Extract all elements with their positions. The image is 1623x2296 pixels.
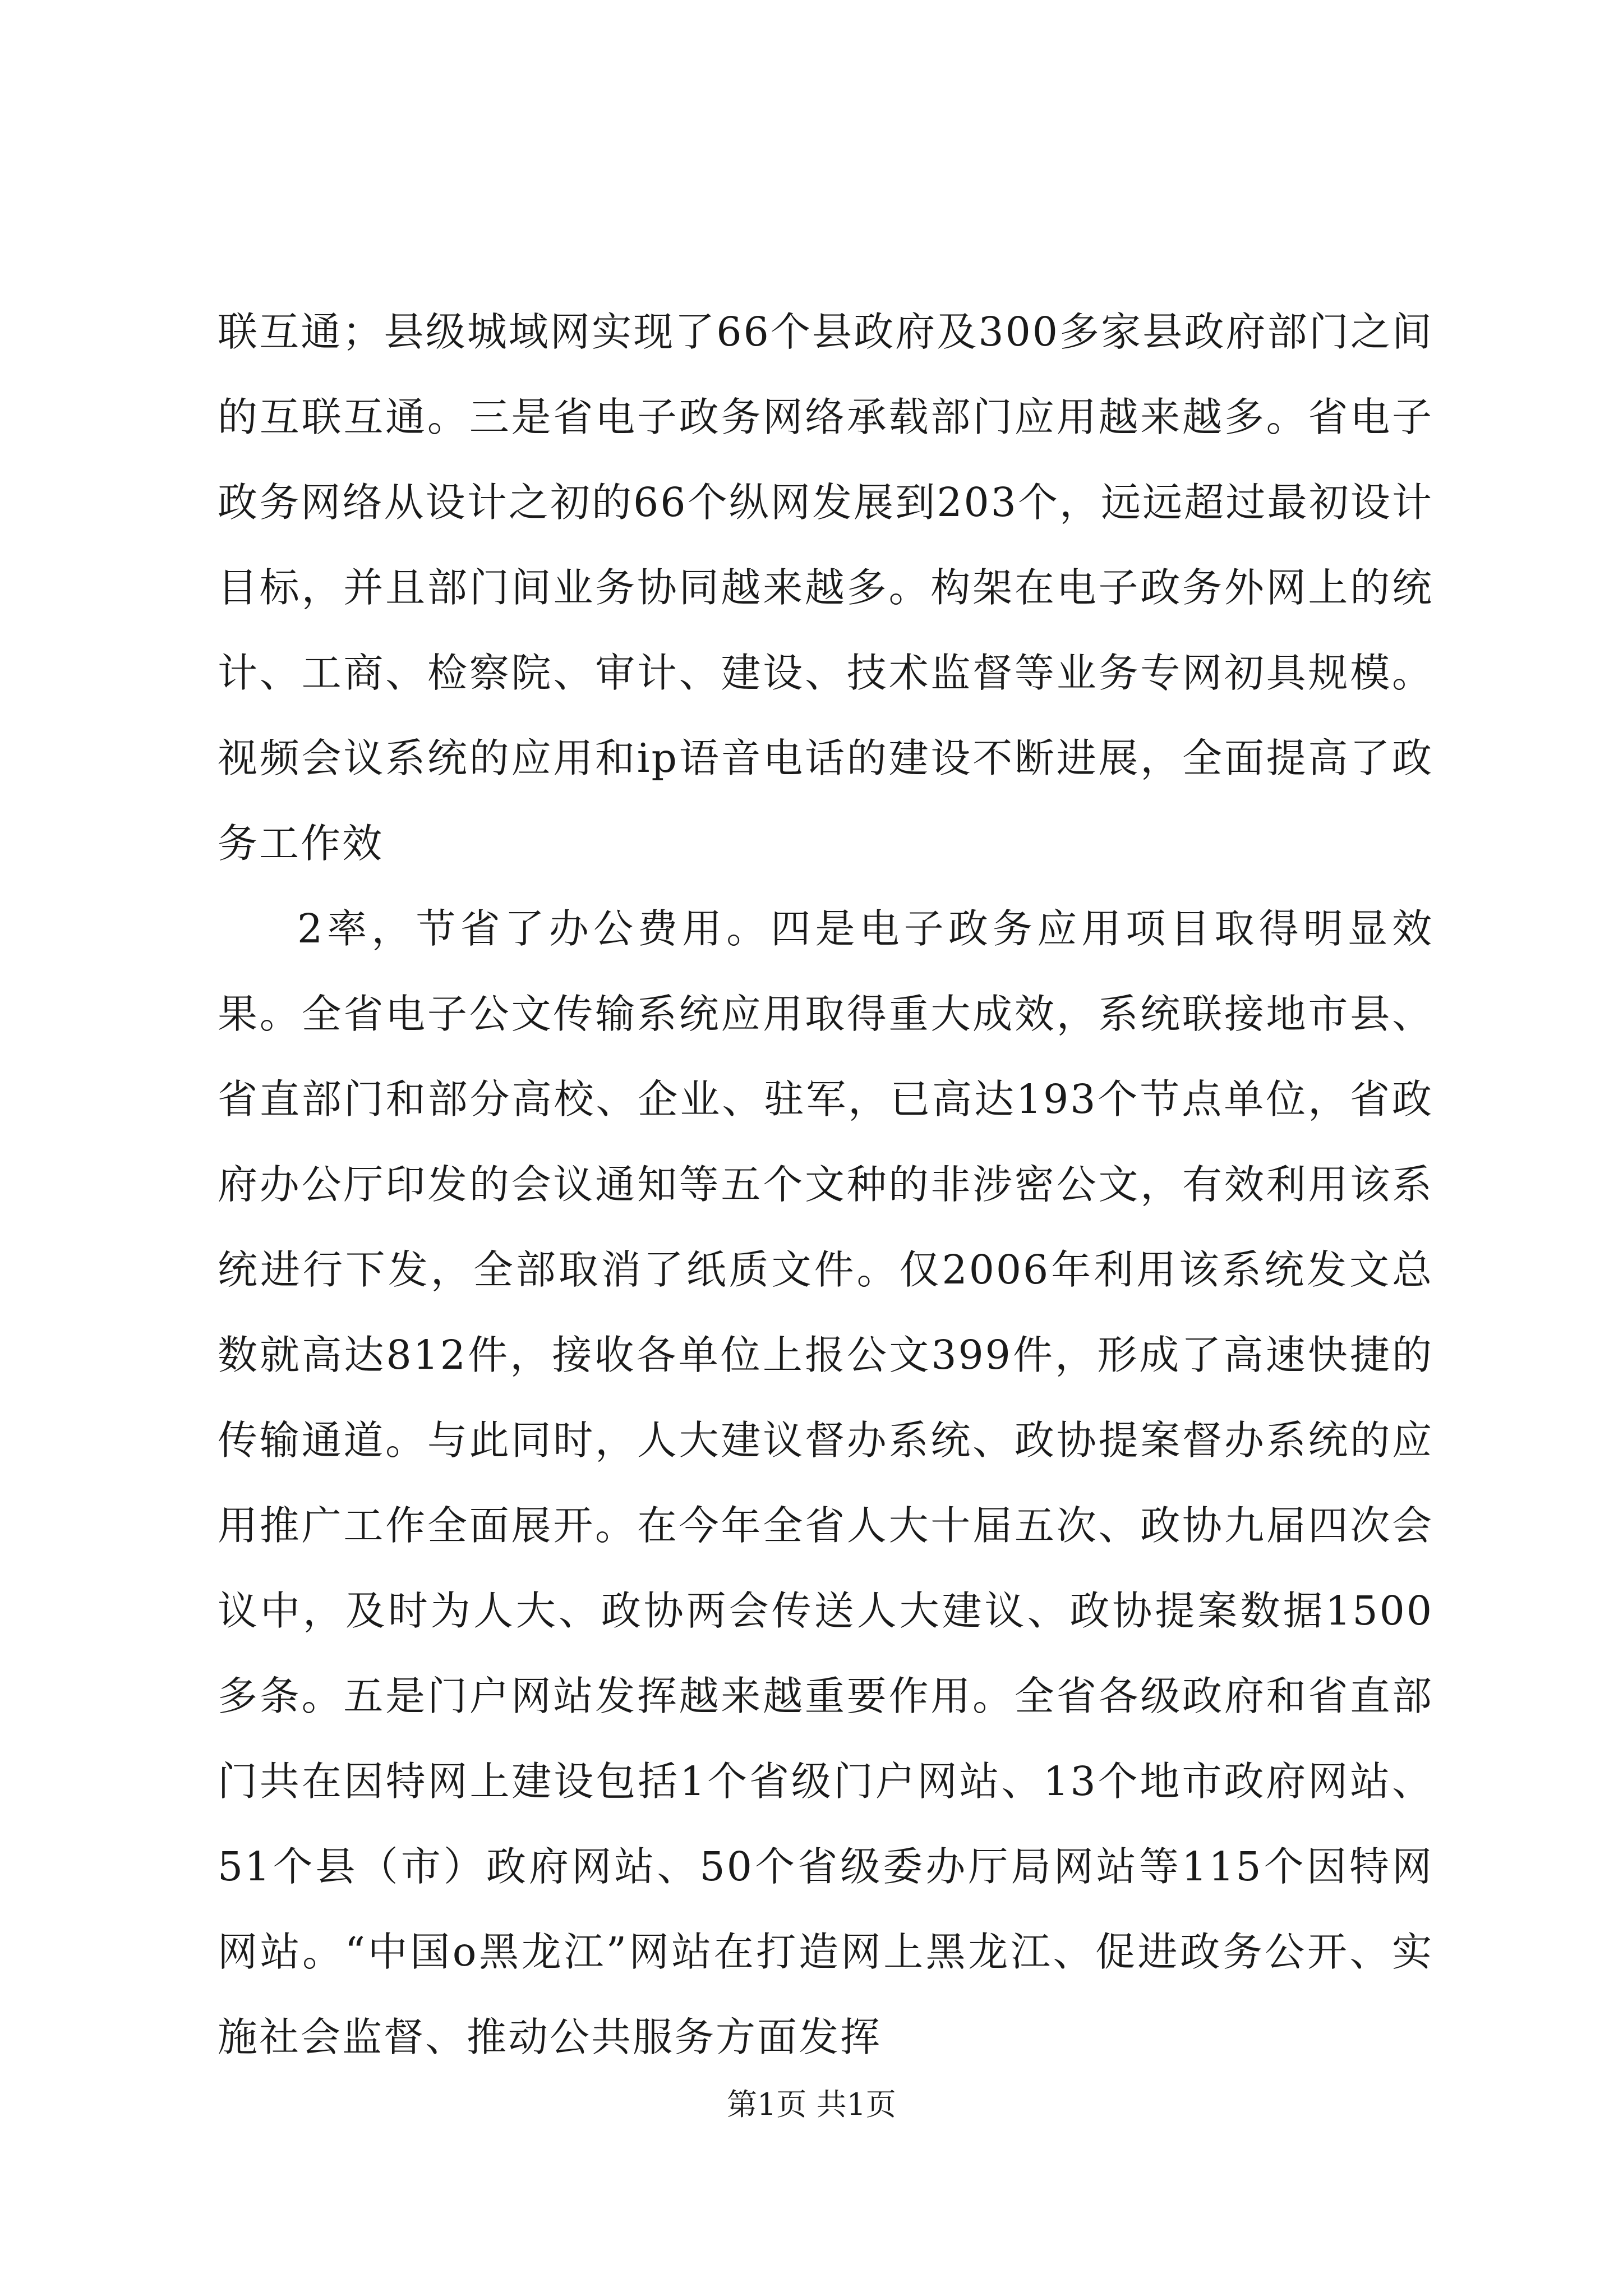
paragraph-1: 联互通；县级城域网实现了66个县政府及300多家县政府部门之间的互联互通。三是省电子政务网络承载部门应用越来越多。省电子政务网络从设计之初的66个纵网发展到203个，远远超过最初设计目标，并且部门间业务协同越来越多。构架在电子政务外网上的统计、工商、检察院、审计、建设、技术监督等业务专网初具规模。视频会议系统的应用和ip语音电话的建设不断进展，全面提高了政务工作效	[218, 309, 1433, 867]
paragraph-2: 2率，节省了办公费用。四是电子政务应用项目取得明显效果。全省电子公文传输系统应用取得重大成效，系统联接地市县、省直部门和部分高校、企业、驻军，已高达193个节点单位，省政府办公厅印发的会议通知等五个文种的非涉密公文，有效利用该系统进行下发，全部取消了纸质文件。仅2006年利用该系统发文总数就高达812件，接收各单位上报公文399件，形成了高速快捷的传输通道。与此同时，人大建议督办系统、政协提案督办系统的应用推广工作全面展开。在今年全省人大十届五次、政协九届四次会议中，及时为人大、政协两会传送人大建议、政协提案数据1500多条。五是门户网站发挥越来越重要作用。全省各级政府和省直部门共在因特网上建设包括1个省级门户网站、13个地市政府网站、51个县（市）政府网站、50个省级委办厅局网站等115个因特网网站。“中国o黑龙江”网站在打造网上黑龙江、促进政务公开、实施社会监督、推动公共服务方面发挥	[218, 905, 1433, 2060]
page-footer: 第1页 共1页	[727, 2087, 896, 2122]
body-text	[218, 289, 1433, 2080]
